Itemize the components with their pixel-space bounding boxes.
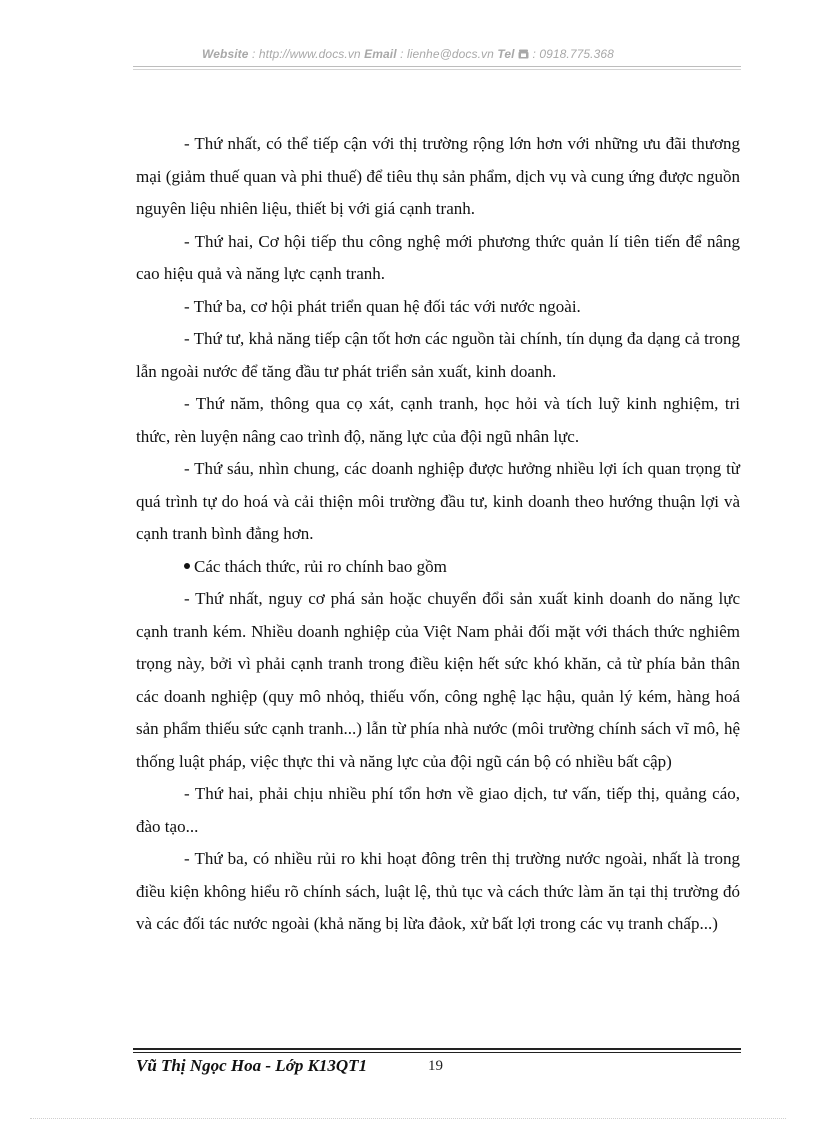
tel-value: 0918.775.368 [539,47,614,61]
website-link[interactable]: http://www.docs.vn [258,47,361,61]
tel-label: Tel [497,47,515,61]
footer-divider-secondary [133,1052,741,1053]
paragraph: - Thứ hai, Cơ hội tiếp thu công nghệ mới phương thức quản lí tiên tiến để nâng cao hiệu quả và năng lực cạnh tranh. [136,231,740,283]
footer-divider [133,1048,741,1050]
document-body [136,128,740,941]
footer-author: Vũ Thị Ngọc Hoa - Lớp K13QT1 [136,1056,368,1075]
bullet-heading-paragraph [136,551,740,584]
paragraph: - Thứ năm, thông qua cọ xát, cạnh tranh, học hỏi và tích luỹ kinh nghiệm, tri thức, rèn luyện nâng cao trình độ, năng lực của đội ngũ nhân lực. [136,394,740,446]
page-bottom-border [30,1118,786,1119]
challenge-paragraph: - Thứ nhất, nguy cơ phá sản hoặc chuyển đổi sản xuất kinh doanh do năng lực cạnh tranh kém. Nhiều doanh nghiệp của Việt Nam phải đối mặt với thách thức nghiêm trọng này, bởi vì phải cạnh tranh trong điều kiện hết sức khó khăn, cả từ phía bản thân các doanh nghiệp (quy mô nhỏq, thiếu vốn, công nghệ lạc hậu, quản lý kém, hàng hoá sản phẩm thiếu sức cạnh tranh...) lẫn từ phía nhà nước (môi trường chính sách vĩ mô, hệ thống luật pháp, việc thực thi và năng lực của đội ngũ cán bộ có nhiều bất cập) [136,589,740,771]
email-label: Email [364,47,397,61]
page-header: Website : http://www.docs.vn Email : lienhe@docs.vn Tel : 0918.775.368 [202,47,614,61]
paragraph: - Thứ ba, cơ hội phát triển quan hệ đối tác với nước ngoài. [184,296,581,316]
challenge-paragraph: - Thứ ba, có nhiều rủi ro khi hoạt đông trên thị trường nước ngoài, nhất là trong điều kiện không hiểu rõ chính sách, luật lệ, thủ tục và cách thức làm ăn tại thị trường đó và các đối tác nước ngoài (khả năng bị lừa đảok, xử bất lợi trong các vụ tranh chấp...) [136,849,740,933]
challenge-paragraph: - Thứ hai, phải chịu nhiều phí tổn hơn về giao dịch, tư vấn, tiếp thị, quảng cáo, đào tạo... [136,784,740,836]
page-number: 19 [428,1058,443,1074]
bullet-heading: Các thách thức, rủi ro chính bao gồm [194,556,447,576]
bullet-icon [184,563,190,569]
paragraph: - Thứ tư, khả năng tiếp cận tốt hơn các nguồn tài chính, tín dụng đa dạng cả trong lẫn ngoài nước để tăng đầu tư phát triển sản xuất, kinh doanh. [136,329,740,381]
website-label: Website [202,47,249,61]
paragraph: - Thứ nhất, có thể tiếp cận với thị trường rộng lớn hơn với những ưu đãi thương mại (giảm thuế quan và phi thuế) để tiêu thụ sản phẩm, dịch vụ và cung ứng được nguồn nguyên liệu nhiên liệu, thiết bị với giá cạnh tranh. [136,134,740,218]
paragraph: - Thứ sáu, nhìn chung, các doanh nghiệp được hưởng nhiều lợi ích quan trọng từ quá trình tự do hoá và cải thiện môi trường đầu tư, kinh doanh theo hướng thuận lợi và cạnh tranh bình đẳng hơn. [136,459,740,543]
header-divider-secondary [133,69,741,70]
phone-icon [518,47,532,61]
header-divider [133,66,741,67]
email-link[interactable]: lienhe@docs.vn [406,47,494,61]
